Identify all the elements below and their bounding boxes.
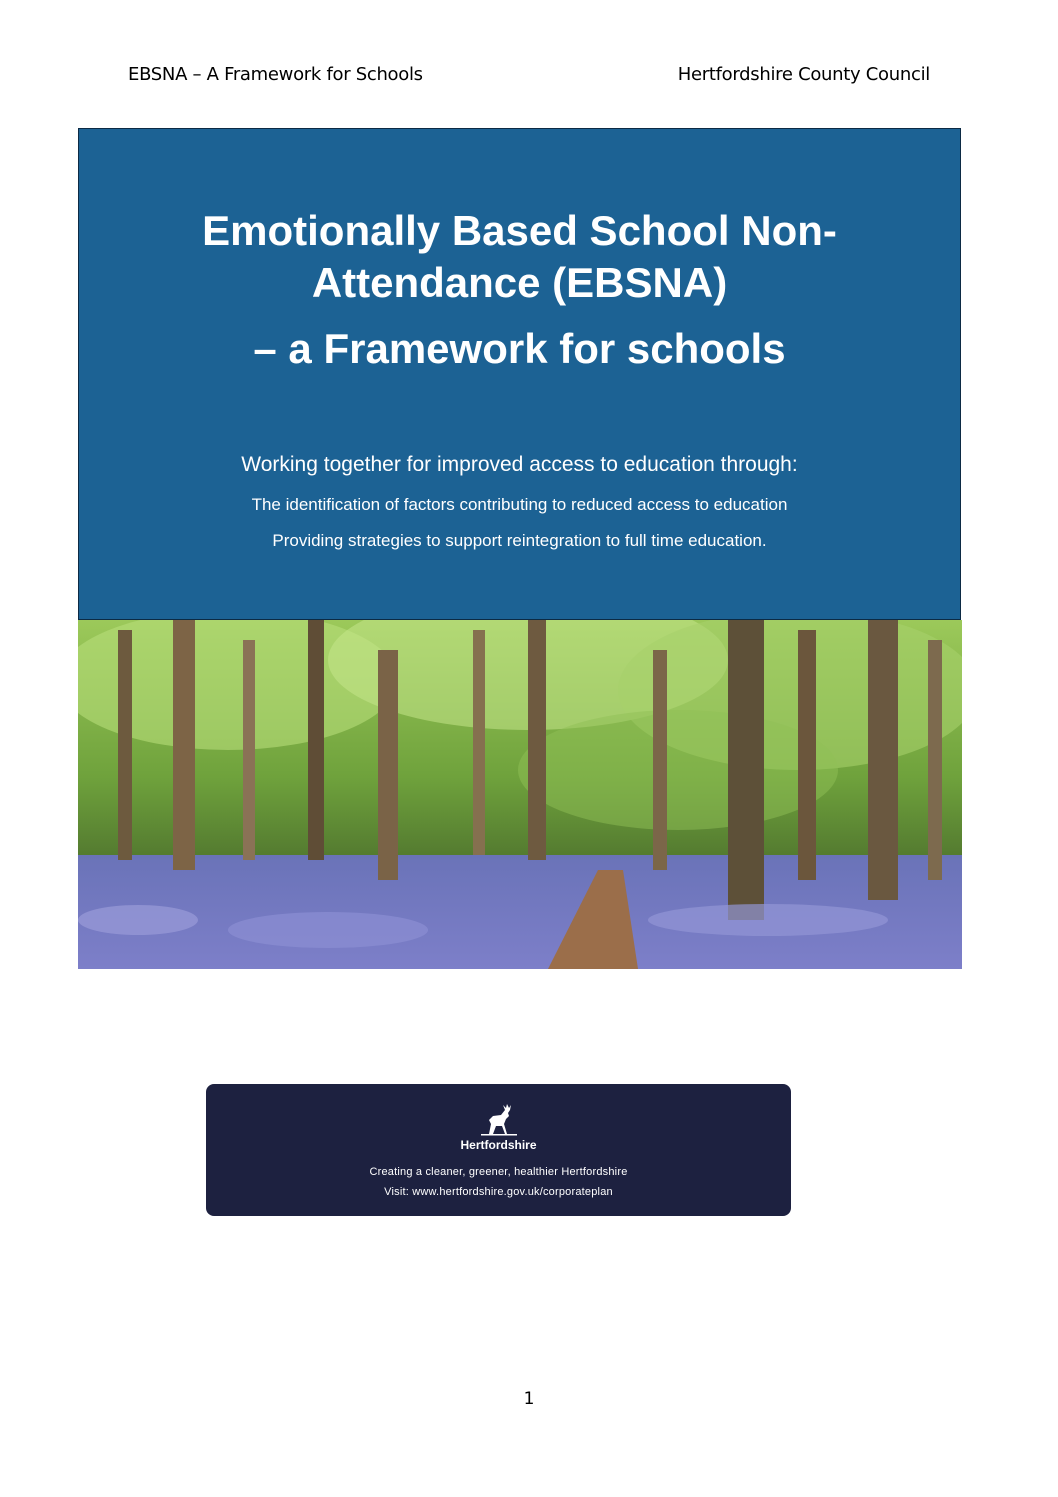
- cover-title: [79, 205, 960, 309]
- cover-point-2: Providing strategies to support reintegration to full time education.: [272, 531, 767, 550]
- banner-visit-link[interactable]: Visit: www.hertfordshire.gov.uk/corporateplan: [384, 1186, 613, 1198]
- cover-point-1: The identification of factors contributing to reduced access to education: [251, 495, 788, 514]
- stag-logo: [206, 1102, 791, 1136]
- stag-icon: [479, 1102, 519, 1136]
- header-left: EBSNA – A Framework for Schools: [128, 64, 423, 85]
- bluebell-woodland-photo: [78, 620, 962, 969]
- cover-panel: [78, 128, 961, 620]
- banner-tagline: Creating a cleaner, greener, healthier Hertfordshire: [369, 1166, 628, 1178]
- banner-brand: Hertfordshire: [460, 1138, 537, 1152]
- cover-subtitle: – a Framework for schools: [253, 325, 786, 372]
- page-number: 1: [523, 1389, 535, 1409]
- cover-intro: Working together for improved access to education through:: [241, 453, 798, 476]
- corporate-plan-banner: [206, 1084, 791, 1216]
- header-right: Hertfordshire County Council: [677, 64, 930, 85]
- cover-title-line-2: Attendance (EBSNA): [311, 259, 728, 306]
- cover-title-line-1: Emotionally Based School Non-: [202, 207, 837, 254]
